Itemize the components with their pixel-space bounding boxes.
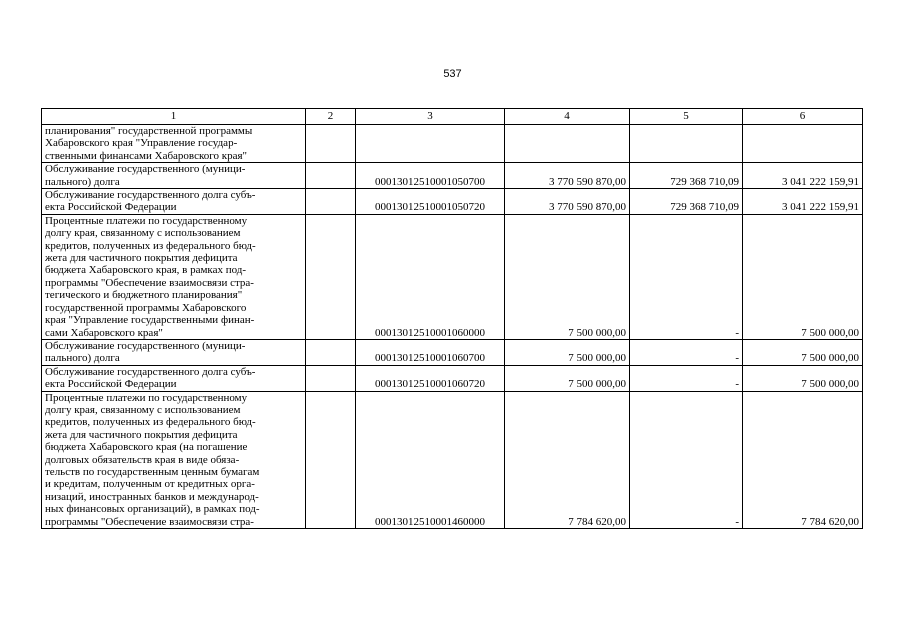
budget-table [41, 108, 863, 529]
code-cell: 00013012510001060700 [356, 339, 505, 365]
table-row [42, 125, 863, 163]
header-cell: 5 [630, 109, 743, 125]
table-row [42, 189, 863, 215]
col2-cell [306, 339, 356, 365]
row-name-line: Обслуживание государственного долга субъ- [45, 365, 256, 378]
code-cell: 00013012510001460000 [356, 391, 505, 528]
row-name-cell [42, 365, 306, 391]
row-name-line: Обслуживание государственного долга субъ- [45, 189, 256, 202]
value-col4-cell: 3 770 590 870,00 [505, 189, 630, 215]
value-col5-cell: 729 368 710,09 [630, 163, 743, 189]
row-name-line: жета для частичного покрытия дефицита [45, 252, 238, 265]
table-row [42, 214, 863, 339]
row-name-line: долгу края, связанному с использованием [45, 227, 241, 240]
row-name-line: долгу края, связанному с использованием [45, 403, 241, 416]
row-name-line: пального) долга [45, 352, 120, 365]
table-row [42, 339, 863, 365]
row-name-line: жета для частичного покрытия дефицита [45, 428, 238, 441]
row-name-line: ных финансовых организаций), в рамках под- [45, 503, 260, 516]
row-name-line: Обслуживание государственного (муници- [45, 339, 246, 352]
col2-cell [306, 163, 356, 189]
row-name-line: тельств по государственным ценным бумагам [45, 465, 260, 478]
header-cell: 1 [42, 109, 306, 125]
value-col6-cell: 3 041 222 159,91 [743, 189, 863, 215]
value-col5-cell: - [630, 339, 743, 365]
header-cell: 2 [306, 109, 356, 125]
row-name-cell [42, 339, 306, 365]
value-col4-cell: 7 784 620,00 [505, 391, 630, 528]
row-name-line: бюджета Хабаровского края (на погашение [45, 441, 248, 454]
table-row [42, 163, 863, 189]
row-name-line: пального) долга [45, 175, 120, 188]
table-row [42, 365, 863, 391]
value-col5-cell: - [630, 391, 743, 528]
col2-cell [306, 125, 356, 163]
header-cell: 4 [505, 109, 630, 125]
row-name-line: екта Российской Федерации [45, 378, 177, 391]
row-name-line: кредитов, полученных из федерального бюд- [45, 239, 256, 252]
value-col4-cell: 7 500 000,00 [505, 339, 630, 365]
code-cell: 00013012510001050720 [356, 189, 505, 215]
page-number: 537 [443, 68, 462, 80]
value-col4-cell: 7 500 000,00 [505, 214, 630, 339]
col2-cell [306, 391, 356, 528]
col2-cell [306, 214, 356, 339]
row-name-line: планирования" государственной программы [45, 125, 253, 137]
header-cell: 6 [743, 109, 863, 125]
row-name-line: долговых обязательств края в виде обяза- [45, 453, 240, 466]
row-name-cell [42, 163, 306, 189]
value-col6-cell: 7 500 000,00 [743, 365, 863, 391]
value-col6-cell: 7 500 000,00 [743, 214, 863, 339]
row-name-cell [42, 189, 306, 215]
value-col5-cell: - [630, 214, 743, 339]
row-name-line: Обслуживание государственного (муници- [45, 163, 246, 176]
value-col4-cell: 7 500 000,00 [505, 365, 630, 391]
value-col5-cell: - [630, 365, 743, 391]
col2-cell [306, 365, 356, 391]
row-name-line: программы "Обеспечение взаимосвязи стра- [45, 515, 254, 528]
row-name-cell [42, 214, 306, 339]
row-name-line: Процентные платежи по государственному [45, 391, 248, 404]
table-row [42, 391, 863, 528]
row-name-line: тегического и бюджетного планирования" [45, 289, 243, 302]
row-name-line: ственными финансами Хабаровского края" [45, 149, 247, 162]
row-name-line: края "Управление государственными финан- [45, 314, 255, 327]
code-cell: 00013012510001060000 [356, 214, 505, 339]
row-name-cell [42, 125, 306, 163]
row-name-line: и кредитам, полученным от кредитных орга- [45, 478, 255, 491]
row-name-line: сами Хабаровского края" [45, 326, 163, 339]
header-cell: 3 [356, 109, 505, 125]
code-cell: 00013012510001050700 [356, 163, 505, 189]
row-name-line: Процентные платежи по государственному [45, 214, 248, 227]
code-cell [356, 125, 505, 163]
row-name-line: бюджета Хабаровского края, в рамках под- [45, 264, 247, 277]
row-name-line: программы "Обеспечение взаимосвязи стра- [45, 276, 254, 289]
code-cell: 00013012510001060720 [356, 365, 505, 391]
header-row [42, 109, 863, 125]
row-name-line: государственной программы Хабаровского [45, 301, 247, 314]
value-col6-cell: 7 784 620,00 [743, 391, 863, 528]
row-name-line: Хабаровского края "Управление государ- [45, 137, 238, 150]
value-col6-cell: 3 041 222 159,91 [743, 163, 863, 189]
row-name-line: кредитов, полученных из федерального бюд- [45, 416, 256, 429]
col2-cell [306, 189, 356, 215]
row-name-line: низаций, иностранных банков и международ- [45, 490, 259, 503]
value-col6-cell [743, 125, 863, 163]
value-col5-cell: 729 368 710,09 [630, 189, 743, 215]
row-name-line: екта Российской Федерации [45, 201, 177, 214]
row-name-cell [42, 391, 306, 528]
value-col4-cell [505, 125, 630, 163]
value-col6-cell: 7 500 000,00 [743, 339, 863, 365]
value-col5-cell [630, 125, 743, 163]
value-col4-cell: 3 770 590 870,00 [505, 163, 630, 189]
